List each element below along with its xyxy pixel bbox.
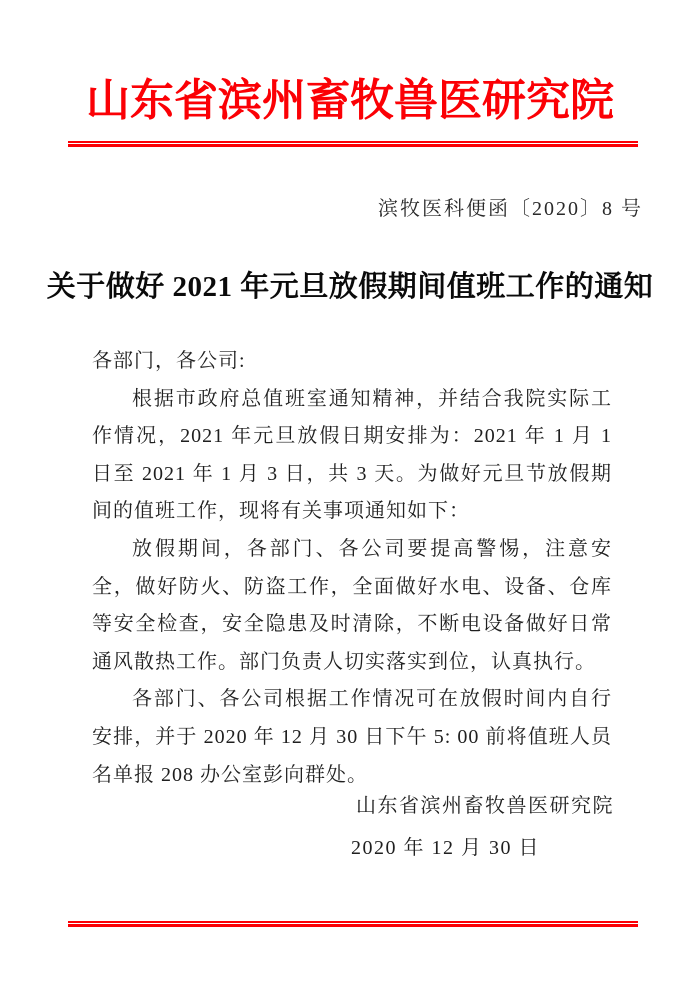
- footer-divider-line: [68, 921, 638, 927]
- body-paragraph: 根据市政府总值班室通知精神，并结合我院实际工作情况，2021 年元旦放假日期安排为：2021 年 1 月 1 日至 2021 年 1 月 3 日，共 3 天。为做好元旦节放假期间的值班工作，现将有关事项通知如下：: [92, 387, 612, 523]
- letterhead-divider-line: [68, 141, 638, 147]
- notice-title: 关于做好 2021 年元旦放假期间值班工作的通知: [46, 271, 654, 303]
- body-paragraph: 放假期间，各部门、各公司要提高警惕，注意安全，做好防火、防盗工作，全面做好水电、设备、仓库等安全检查，安全隐患及时清除，不断电设备做好日常通风散热工作。部门负责人切实落实到位，认真执行。: [92, 537, 612, 673]
- notice-body: [92, 343, 612, 794]
- reference-number: 滨牧医科便函〔2020〕8 号: [378, 198, 643, 220]
- letterhead-org-name: 山东省滨州畜牧兽医研究院: [86, 76, 614, 125]
- salutation: 各部门，各公司:: [92, 350, 246, 372]
- signature-block: [0, 793, 700, 861]
- signature-date: 2020 年 12 月 30 日: [351, 837, 540, 859]
- signature-org-name: 山东省滨州畜牧兽医研究院: [356, 795, 614, 817]
- body-paragraph: 各部门、各公司根据工作情况可在放假时间内自行安排，并于 2020 年 12 月 30 日下午 5: 00 前将值班人员名单报 208 办公室彭向群处。: [92, 688, 612, 786]
